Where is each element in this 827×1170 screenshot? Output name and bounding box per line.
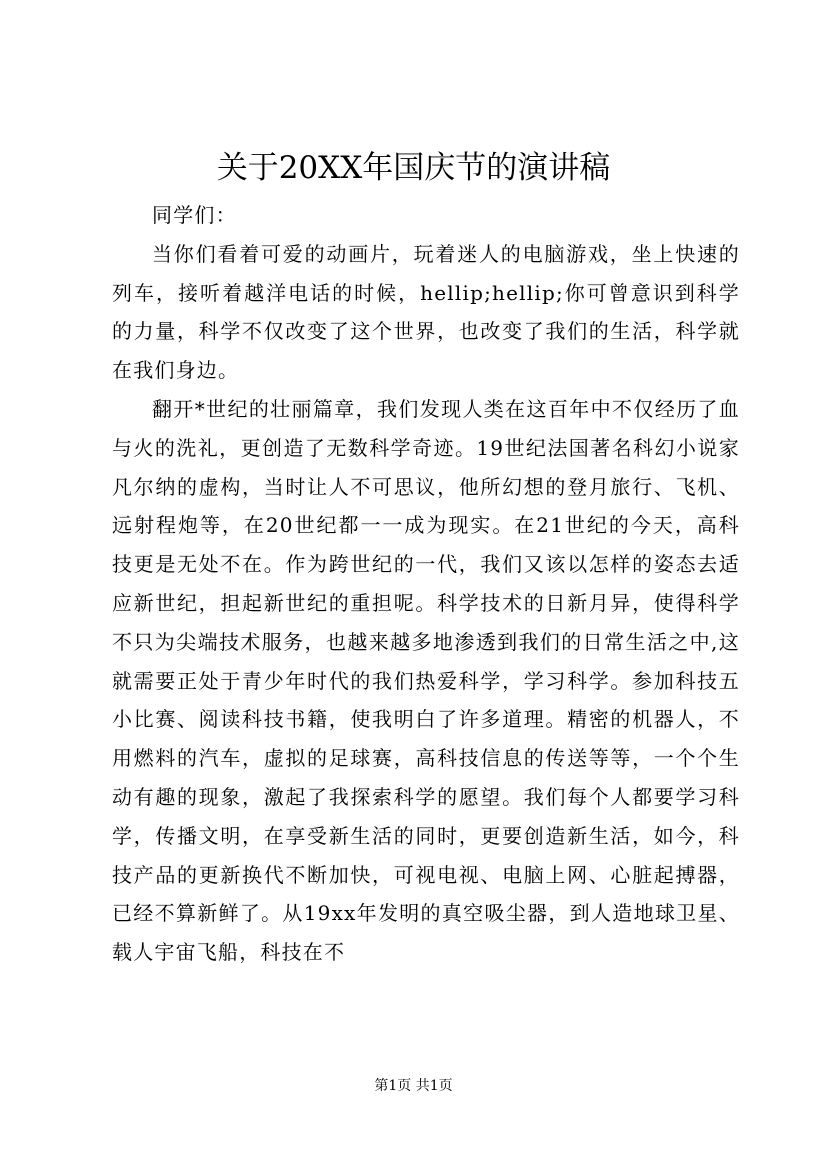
paragraph-2: 翻开*世纪的壮丽篇章，我们发现人类在这百年中不仅经历了血与火的洗礼，更创造了无数科学奇迹。19世纪法国著名科幻小说家凡尔纳的虚构，当时让人不可思议，他所幻想的登月旅行、飞机、远射程炮等，在20世纪都一一成为现实。在21世纪的今天，高科技更是无处不在。作为跨世纪的一代，我们又该以怎样的姿态去适应新世纪，担起新世纪的重担呢。科学技术的日新月异，使得科学不只为尖端技术服务，也越来越多地渗透到我们的日常生活之中,这就需要正处于青少年时代的我们热爱科学，学习科学。参加科技五小比赛、阅读科技书籍，使我明白了许多道理。精密的机器人，不用燃料的汽车，虚拟的足球赛，高科技信息的传送等等，一个个生动有趣的现象，激起了我探索科学的愿望。我们每个人都要学习科学，传播文明，在享受新生活的同时，更要创造新生活，如今，科技产品的更新换代不断加快，可视电视、电脑上网、心脏起搏器，已经不算新鲜了。从19xx年发明的真空吸尘器，到人造地球卫星、载人宇宙飞船，科技在不 bbox=[112, 396, 740, 965]
document-title: 关于20XX年国庆节的演讲稿 bbox=[216, 150, 611, 186]
document-body bbox=[112, 196, 740, 972]
page-number: 第1页 共1页 bbox=[374, 1078, 453, 1094]
paragraph-1: 当你们看着可爱的动画片，玩着迷人的电脑游戏，坐上快速的列车，接听着越洋电话的时候，hellip;hellip;你可曾意识到科学的力量，科学不仅改变了这个世界，也改变了我们的生活，科学就在我们身边。 bbox=[112, 241, 740, 383]
greeting-line: 同学们： bbox=[152, 203, 237, 227]
